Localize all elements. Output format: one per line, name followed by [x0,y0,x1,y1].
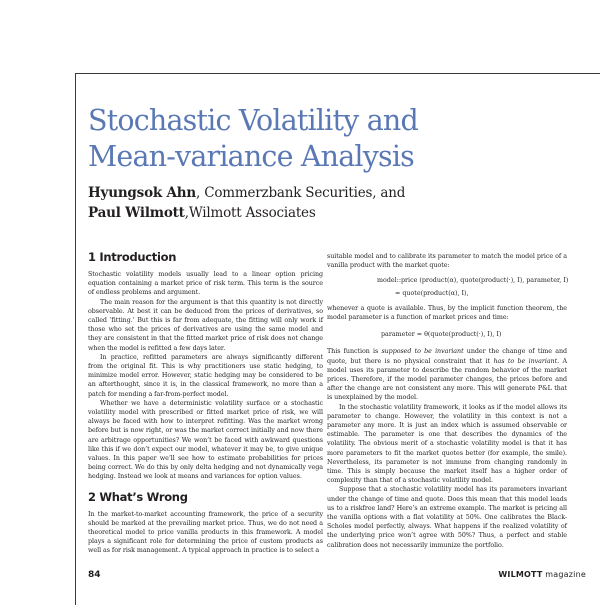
section-1-paragraph-4: Whether we have a deterministic volatility surface or a stochastic volatility model with prescribed or fitted market price of risk, we will always be faced with how to interpret refitting. Was the market wrong before but is now right, or was the market correct initially and now there are arbitrage opportunities? We won’t be faced with awkward questions like this if we don’t expect our model, whatever it may be, to give unique values. In this paper we’ll see how to estimate probabilities for prices being correct. We do this by only delta hedging and not dynamically vega hedging. Instead we look at means and variances for option values. [88,399,323,481]
section-1-heading: 1 Introduction [88,250,177,264]
page-number: 84 [88,570,101,580]
right-paragraph-5: Suppose that a stochastic volatility model has its parameters invariant under the change of time and quote. Does this mean that this model leads us to a riskfree land? Here’s an extreme example. The market is pricing all the vanilla options with a flat volatility at 50%. One calibrates the Black-Scholes model perfectly, always. What happens if the realized volatility of the underlying price won’t agree with 50%? Thus, a perfect and stable calibration does not necessarily immunize the portfolio. [327,486,567,549]
magazine-brand: WILMOTT [498,570,543,579]
author-2-affiliation: ,Wilmott Associates [184,205,316,221]
title-line-1: Stochastic Volatility and [88,104,418,137]
equation-2: parameter = θ(quote(product(·), I), I) [381,331,502,339]
section-1-paragraph-3: In practice, refitted parameters are always significantly different from the original fit. This is why practitioners use static hedging, to minimize model error. However, static hedging may be considered to be an afterthought, since it is, in the classical framework, no more than a patch for mending a far-from-perfect model. [88,353,323,398]
header-rule-horizontal [75,73,600,74]
p3-text-a: This function is [327,348,382,356]
section-1-paragraph-1: Stochastic volatility models usually lead to a linear option pricing equation containing a market price of risk term. This term is the source of endless problems and argument. [88,271,323,297]
section-2-paragraph-1: In the market-to-market accounting framework, the price of a security should be marked at the prevailing market price. Thus, we do not need a theoretical model to price vanilla products in this framework. A model plays a significant role for determining the price of custom products as well as for risk management. A typical approach in practice is to select a [88,510,323,555]
equation-1: model::price (product(α), quote(product(·), I), parameter, I) [377,277,569,285]
author-1 [88,183,588,203]
author-1-name: Hyungsok Ahn [88,185,197,201]
p3-text-b: under the change of time and quote, but there is no physical constraint that it [327,348,567,365]
right-column [327,252,567,550]
author-block [88,183,588,223]
equation-1-continued: = quote(product(α), I), [395,289,469,297]
section-2-heading: 2 What’s Wrong [88,489,188,504]
right-paragraph-2: whenever a quote is available. Thus, by the implicit function theorem, the model parameter is a function of market prices and time: [327,304,567,322]
right-paragraph-1: suitable model and to calibrate its parameter to match the model price of a vanilla product with the market quote: [327,253,567,270]
left-column [88,250,323,556]
header-rule-vertical [75,73,76,605]
right-paragraph-3 [327,347,567,402]
p3-text-c: . A model uses its parameter to describe the random behavior of the market prices. Therefore, if the model parameter changes, the prices before and after the change are not consistent any more. This will generate P&L that is unexplained by the model. [327,357,567,402]
author-2-name: Paul Wilmott [88,205,185,221]
section-1-paragraph-2: The main reason for the argument is that this quantity is not directly observable. At best it can be deduced from the prices of derivatives, so called ‘fitting.’ But this is far from adequate, the fitting will only work if those who set the prices of derivatives are using the same model and they are consistent in that the fitted market price of risk does not change when the model is refitted a few days later. [88,298,323,352]
article-title [88,103,588,175]
author-1-affiliation: , Commerzbank Securities, and [196,185,406,201]
p3-emphasis-1: supposed to be invariant [381,348,464,356]
author-2 [88,203,588,223]
magazine-footer [476,570,586,579]
magazine-label: magazine [542,570,586,579]
p3-emphasis-2: has to be invariant [493,357,558,365]
title-line-2: Mean-variance Analysis [88,140,415,173]
right-paragraph-4: In the stochastic volatility framework, it looks as if the model allows its parameter to change. However, the volatility in this context is not a parameter any more. It is just an index which is assumed observable or estimable. The parameter is one that describes the dynamics of the volatility. The obvious merit of a stochastic volatility model is that it has more parameters to fit the market quotes better (for example, the smile). Nevertheless, its parameter is not immune from changing randomly in time. This is simply because the market itself has a higher order of complexity than that of a stochastic volatility model. [327,403,567,485]
